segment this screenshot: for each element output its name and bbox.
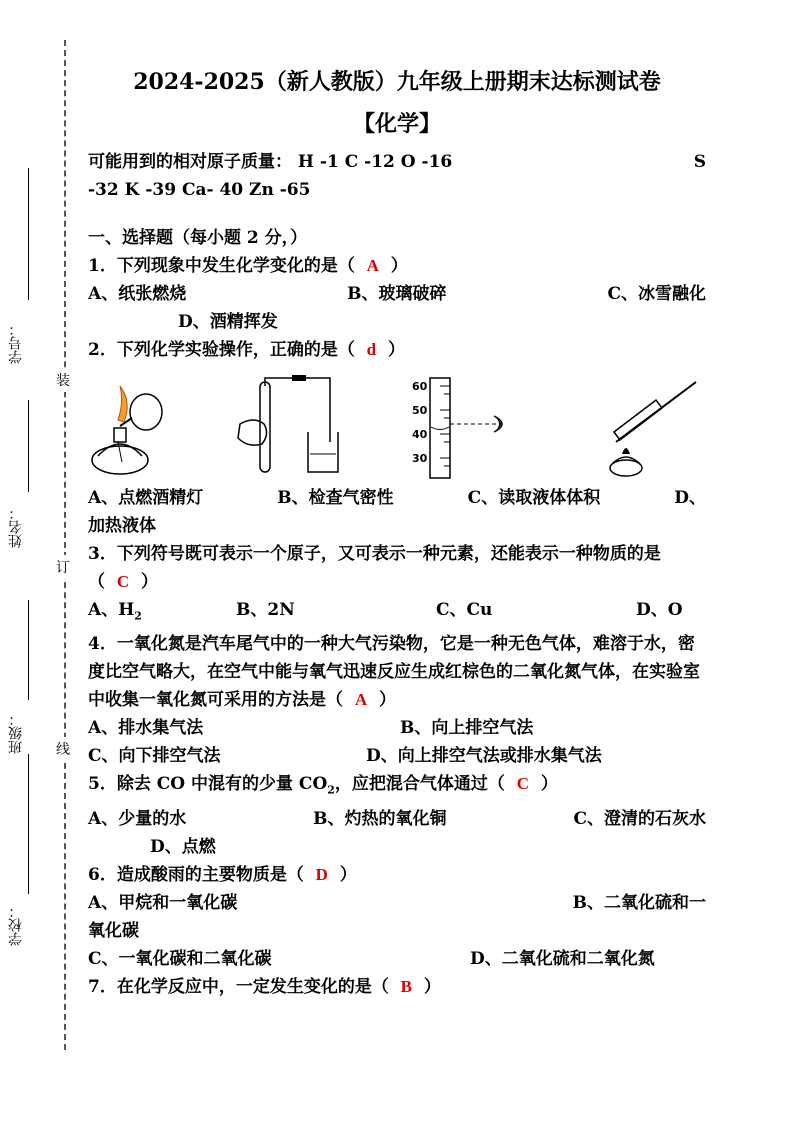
binding-dashed-line: [64, 40, 66, 1050]
cylinder-tick-label: 30: [412, 452, 428, 465]
answer-mark: C: [116, 572, 130, 591]
atomic-mass-line: [88, 148, 706, 176]
option: C、澄清的石灰水: [573, 808, 706, 829]
atomic-mass-text: S: [693, 152, 706, 172]
question-stem: 5．除去 CO 中混有的少量 $CO_2$，应把混合气体通过（ C ）: [88, 774, 558, 797]
question-stem: 7．在化学反应中，一定发生变化的是（ B ）: [88, 976, 441, 997]
student-id-blank[interactable]: [28, 168, 29, 300]
name-blank[interactable]: [28, 400, 29, 492]
exam-content: [88, 62, 706, 1001]
cylinder-tick-label: 50: [412, 404, 428, 417]
option: B、二氧化硫和一: [572, 892, 706, 913]
experiment-figures: [88, 370, 706, 482]
binding-char: 装: [56, 368, 70, 392]
question-stem: 4．一氧化氮是汽车尾气中的一种大气污染物，它是一种无色气体，难溶于水，密度比空气略大，在空气中能与氧气迅速反应生成红棕色的二氧化氮气体，在实验室中收集一氧化氮可采用的方法是（ A ）: [88, 634, 700, 711]
heating-liquid-figure: [586, 372, 706, 482]
alcohol-lamp-lighting-figure: [88, 372, 168, 482]
option: D、: [674, 488, 706, 508]
option: C、冰雪融化: [607, 284, 706, 304]
exam-subject: 【化学】: [352, 111, 441, 137]
option: B、2N: [236, 600, 295, 620]
answer-mark: d: [366, 340, 377, 359]
option: A、点燃酒精灯: [88, 488, 204, 508]
answer-mark: C: [516, 774, 530, 794]
cylinder-tick-label: 40: [412, 428, 428, 441]
option: B、向上排空气法: [400, 718, 534, 739]
school-blank[interactable]: [28, 754, 29, 894]
binding-char: 订: [56, 555, 70, 579]
school-label: 学校：: [8, 904, 24, 946]
question-options: [88, 714, 706, 742]
question-options: [88, 889, 706, 917]
question-options: [88, 742, 706, 770]
option: D、点燃: [150, 836, 216, 857]
option: B、检查气密性: [277, 488, 394, 508]
binding-margin: [0, 0, 80, 1123]
atomic-mass-text: 可能用到的相对原子质量： H -1 C -12 O -16: [88, 152, 453, 172]
answer-mark: D: [315, 864, 328, 884]
answer-mark: A: [354, 690, 368, 710]
atomic-mass-line: -32 K -39 Ca- 40 Zn -65: [88, 180, 311, 200]
option: D、二氧化硫和二氧化氮: [470, 948, 655, 969]
option: A、纸张燃烧: [88, 284, 187, 304]
option: A、排水集气法: [88, 718, 204, 739]
question-stem: 2．下列化学实验操作，正确的是（ d ）: [88, 340, 405, 360]
option: A、少量的水: [88, 808, 187, 829]
option: D、向上排空气法或排水集气法: [366, 746, 602, 767]
option: C、向下排空气法: [88, 746, 221, 767]
answer-mark: B: [400, 976, 413, 996]
class-label: 班级：: [8, 712, 24, 754]
question-options: [88, 805, 706, 833]
name-label: 姓名：: [8, 506, 24, 548]
option: B、灼热的氧化铜: [313, 808, 447, 829]
question-stem: 6．造成酸雨的主要物质是（ D ）: [88, 864, 357, 885]
option: D、酒精挥发: [178, 312, 278, 332]
option: A、甲烷和一氧化碳: [88, 892, 238, 913]
question-options: [88, 484, 706, 512]
option: C、一氧化碳和二氧化碳: [88, 948, 272, 969]
option: A、$H_2$: [88, 600, 142, 623]
option: C、Cu: [436, 600, 493, 620]
answer-mark: A: [366, 256, 379, 275]
question-stem: 1．下列现象中发生化学变化的是（ A ）: [88, 256, 408, 276]
option: B、玻璃破碎: [347, 284, 447, 304]
exam-title: 2024-2025（新人教版）九年级上册期末达标测试卷: [133, 69, 661, 95]
binding-char: 线: [56, 737, 70, 761]
airtightness-check-figure: [234, 372, 344, 482]
option: 氧化碳: [88, 920, 139, 941]
question-stem: 3．下列符号既可表示一个原子，又可表示一种元素，还能表示一种物质的是（ C ）: [88, 544, 661, 592]
class-blank[interactable]: [28, 600, 29, 700]
section-title: 一、选择题（每小题 2 分，）: [88, 228, 308, 248]
option: D、O: [636, 600, 683, 620]
option: 加热液体: [88, 516, 156, 536]
graduated-cylinder-figure: [410, 372, 520, 482]
cylinder-tick-label: 60: [412, 380, 428, 393]
question-options: [88, 945, 706, 973]
student-id-label: 学号：: [8, 322, 24, 364]
question-options: [88, 280, 706, 308]
option: C、读取液体体积: [467, 488, 601, 508]
question-options: [88, 596, 706, 630]
